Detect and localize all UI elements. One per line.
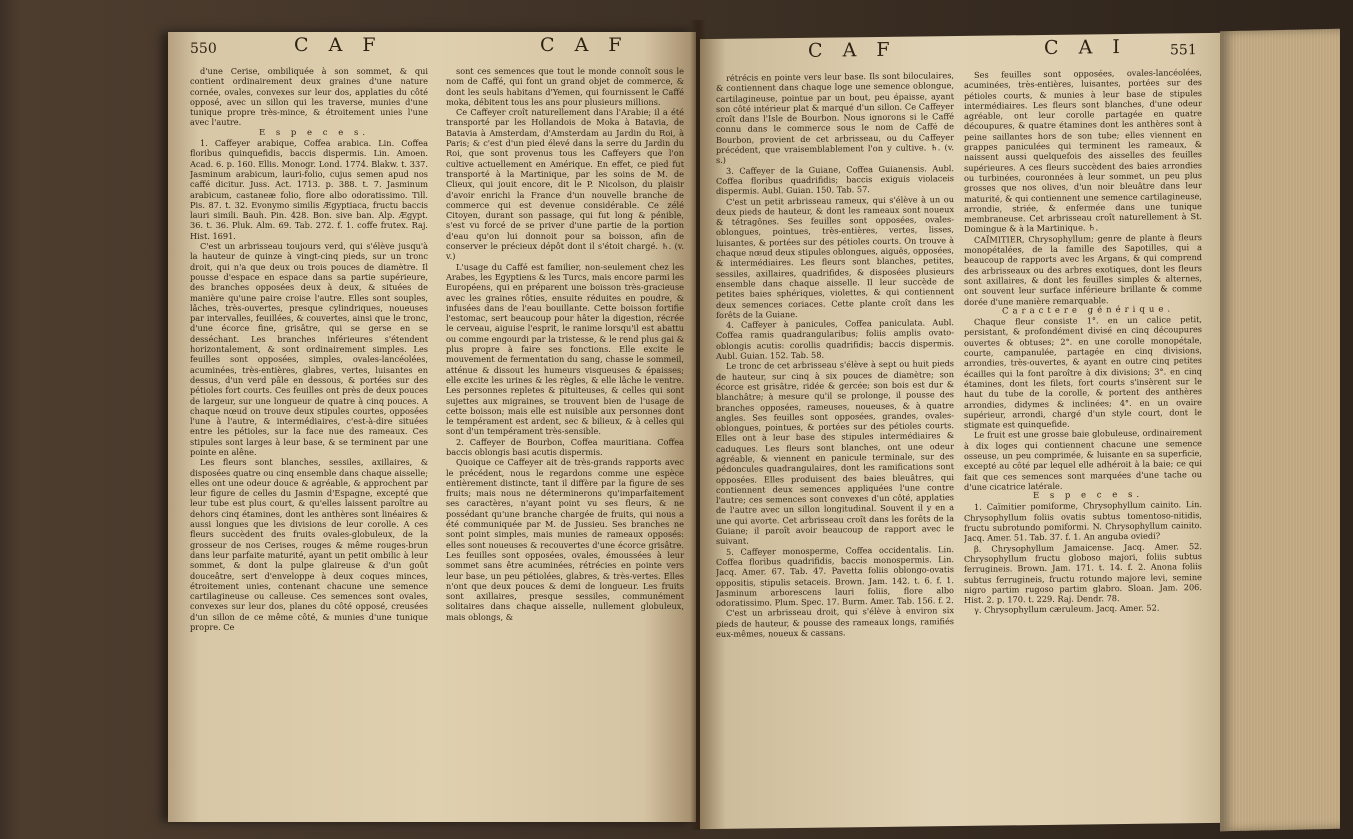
paragraph: rétrécis en pointe vers leur base. Ils sont biloculaires, & contiennent dans chaque loge une semence oblongue, cartilagineuse, pointue par un bout, peu épaisse, ayant son côté intérieur plat & marqué d'un sillon. Ce Caffeyer croît dans l'Isle de Bourbon. Nous ignorons si le Caffé connu dans le commerce sous le nom de Caffé de Bourbon, provient de cet arbrisseau, ou du Caffeyer précédent, que vraisemblablement l'on y cultive. ♄. (v. s.) <box>716 70 954 166</box>
right-column-2 <box>964 67 1202 816</box>
paragraph: sont ces semences que tout le monde connoît sous le nom de Caffé, qui font un grand objet de commerce, & dont les seuls habitans d'Yemen, qui fournissent le Caffé moka, débitent tous les ans pour plusieurs millions. <box>446 66 684 107</box>
paragraph: 1. Caïmitier pomiforme, Chrysophyllum cainito. Lin. Chrysophyllum foliis ovatis subtus tomentoso-nitidis, fructu subrotundo pomiformi. N. Chrysophyllum cainito. Jacq. Amer. 51. Tab. 37. f. 1. An anguba oviedi? <box>964 499 1202 544</box>
paragraph: Chaque fleur consiste 1°. en un calice petit, persistant, & profondément divisé en cinq découpures ouvertes & obtuses; 2°. en une corolle monopétale, courte, campanulée, partagée en cinq divisions, arrondies, très-ouvertes, & ayant en outre cinq petites écailles qui la font paroître à dix divisions; 3°. en cinq étamines, dont les filets, fort courts s'insèrent sur le haut du tube de la corolle, & portent des anthères arrondies, didymes & inclinées; 4°. en un ovaire supérieur, arrondi, chargé d'un style court, dont le stigmate est quinquefide. <box>964 314 1202 431</box>
left-page-header <box>168 34 696 64</box>
paragraph: Quoique ce Caffeyer ait de très-grands rapports avec le précédent, nous le regardons comme une espèce entièrement distincte, tant il diffère par la figure de ses fruits; mais nous ne déterminerons qu'imparfaitement ses caractères, n'ayant point vu ses fleurs, & ne possédant qu'une branche chargée de fruits, qui nous a été communiquée par M. de Jussieu. Ses branches ne sont point simples, mais munies de rameaux opposés: elles sont noueuses & recouvertes d'une écorce grisâtre. Les feuilles sont opposées, ovales, émoussées à leur sommet sans être acuminées, rétrécies en pointe vers leur base, un peu pétiolées, glabres, & très-vertes. Elles n'ont que deux pouces & demi de longueur. Les fruits sont axillaires, presque sessiles, communément solitaires dans chaque aisselle, nullement globuleux, mais oblongs, & <box>446 457 684 622</box>
left-column-2 <box>446 66 684 812</box>
paragraph: 5. Caffeyer monosperme, Coffea occidentalis. Lin. Coffea floribus quadrifidis, baccis monospermis. Lin. Jacq. Amer. 67. Tab. 47. Pavetta foliis oblongo-ovatis oppositis, stipulis setaceis. Brown. Jam. 142. t. 6. f. 1. Jasminum arborescens lauri foliis, flore albo odoratissimo. Plum. Spec. 17. Burm. Amer. Tab. 156. f. 2. <box>716 543 954 609</box>
left-column-1 <box>190 66 428 812</box>
paragraph: Ce Caffeyer croît naturellement dans l'Arabie; il a été transporté par les Hollandois de Moka à Batavia, de Batavia à Amsterdam, d'Amsterdam au Jardin du Roi, à Paris; & c'est d'un pied élevé dans la serre du Jardin du Roi, que sont provenus tous les Caffeyers que l'on cultive actuellement en Amérique. En effet, ce pied fut transporté à la Martinique, par les soins de M. de Clieux, qui jouit encore, dit le P. Nicolson, du plaisir d'avoir enrichi la France d'un nouvelle branche de commerce qui est devenue considérable. Ce zélé Citoyen, durant son passage, qui fut long & pénible, s'est vu forcé de se priver d'une partie de la portion d'eau qu'on lui donnoit pour sa boisson, afin de conserver le précieux dépôt dont il s'étoit chargé. ♄. (v. v.) <box>446 107 684 262</box>
paragraph: 3. Caffeyer de la Guiane, Coffea Guianensis. Aubl. Coffea floribus quadrifidis; baccis exiguis violaceis dispermis. Aubl. Guian. 150. Tab. 57. <box>716 162 954 197</box>
paragraph: L'usage du Caffé est familier, non-seulement chez les Arabes, les Egyptiens & les Turcs, mais encore parmi les Européens, qui en préparent une boisson très-gracieuse avec les graines rôties, ensuite réduites en poudre, & infusées dans de l'eau bouillante. Cette boisson fortifie l'estomac, sert beaucoup pour hâter la digestion, récrée le cerveau, aiguise l'esprit, le ranime lorsqu'il est abattu ou comme engourdi par la tristesse, & le rend plus gai & plus propre à faire ses fonctions. Elle excite le mouvement de fermentation du sang, chasse le sommeil, atténue & dissout les humeurs visqueuses & épaisses; elle excite les urines & les règles, & elle lâche le ventre. Les personnes repletes & pituiteuses, & celles qui sont sujettes aux migraines, se trouvent bien de l'usage de cette boisson; mais elle est nuisible aux personnes dont le tempérament est ardent, sec & bilieux, & à celles qui sont d'un tempérament très-sensible. <box>446 261 684 437</box>
left-running-head-col1: C A F <box>294 34 383 56</box>
paragraph: γ. Chrysophyllum cæruleum. Jacq. Amer. 52. <box>974 603 1160 616</box>
paragraph: β. Chrysophyllum Jamaicense. Jacq. Amer. 52. Chrysophyllum fructu globoso majori, foliis subtus ferrugineis. Brown. Jam. 171. t. 14. f. 2. Anona foliis subtus ferrugineis, fructu rotundo majore levi, semine nigro partim rugoso partim glabro. Sloan. Jam. 206. Hist. 2. p. 170. t. 229. Raj. Dendr. 78. <box>964 540 1202 606</box>
right-page-number: 551 <box>1170 42 1197 59</box>
paragraph: Les fleurs sont blanches, sessiles, axillaires, & disposées quatre ou cinq ensemble dans chaque aisselle; elles ont une odeur douce & agréable, & approchent par leur figure de celles du Jasmin d'Espagne, excepté que leur tube est plus court, & qu'elles laissent paroître au dehors cinq étamines, dont les anthères sont linéaires & aussi longues que les divisions de leur corolle. A ces fleurs succèdent des fruits ovales-globuleux, de la grosseur de nos Cerises, rouges & même rouges-brun dans leur parfaite maturité, ayant un petit ombilic à leur sommet, & dont la pulpe glaireuse & d'un goût douceâtre, sert d'enveloppe à deux coques minces, étroitement unies, contenant chacune une semence cartilagineuse ou calleuse. Ces semences sont ovales, convexes sur leur dos, planes du côté opposé, creusées d'un sillon de ce même côté, & munies d'une tunique propre. Ce <box>190 457 428 633</box>
paragraph: Le fruit est une grosse baie globuleuse, ordinairement à dix loges qui contiennent chacune une semence osseuse, un peu comprimée, & luisante en sa superficie, excepté au côté par lequel elle adhéroit à la baie; ce qui fait que ces semences sont marquées d'une tache ou d'une cicatrice latérale. <box>964 427 1202 492</box>
section-heading: E s p e c e s. <box>1032 489 1144 502</box>
paragraph: C'est un arbrisseau toujours verd, qui s'élève jusqu'à la hauteur de quinze à vingt-cinq pieds, sur un tronc droit, qui n'a que deux ou trois pouces de diamètre. Il pousse d'espace en espace dans sa partie supérieure, des branches opposées deux à deux, & situées de manière qu'une paire croise l'autre. Elles sont souples, lâches, très-ouvertes, presque cylindriques, noueuses par intervalles, feuillées, & couvertes, ainsi que le tronc, d'une écorce fine, grisâtre, qui se gerse en se desséchant. Les branches inférieures s'étendent horizontalement, & sont ordinairement simples. Les feuilles sont opposées, simples, ovales-lancéolées, acuminées, très-entières, glabres, vertes, luisantes en dessus, d'un verd pâle en dessous, & portées sur des pétioles fort courts. Ces feuilles ont près de deux pouces de largeur, sur une longueur de quatre à cinq pouces. A chaque nœud on trouve deux stipules courtes, opposées l'une à l'autre, & intermédiaires, c'est-à-dire situées entre les pétioles, sur la face nue des rameaux. Ces stipules sont larges à leur base, & se terminent par une pointe en alêne. <box>190 241 428 457</box>
paragraph: C'est un petit arbrisseau rameux, qui s'élève à un ou deux pieds de hauteur, & dont les rameaux sont noueux & tétragônes. Ses feuilles sont opposées, ovales-oblongues, pointues, très-entières, vertes, lisses, luisantes, & portées sur des pétioles courts. On trouve à chaque nœud deux stipules oblongues, aiguës, opposées, & intermédiaires. Les fleurs sont blanches, petites, sessiles, axillaires, quadrifides, & disposées plusieurs ensemble dans chaque aisselle. Il leur succède de petites baies sphériques, violettes, & qui contiennent deux semences coriaces. Cette plante croît dans les forêts de la Guiane. <box>716 193 954 320</box>
paragraph: 1. Caffeyer arabique, Coffea arabica. Lin. Coffea floribus quinquefidis, baccis dispermis. Lin. Amoen. Acad. 6. p. 160. Ellis. Monogr. Lond. 1774. Blakw. t. 337. Jasminum arabicum, lauri-folio, cujus semen apud nos caffé dicitur. Juss. Act. 1713. p. 388. t. 7. Jasminum arabicum, castaneæ folio, flore albo odoratissimo. Till. Pis. 87. t. 32. Evonymo similis Ægyptiaca, fructu baccis lauri simili. Bauh. Pin. 428. Bon. sive ban. Alp. Ægypt. 36. t. 36. Pluk. Alm. 69. Tab. 272. f. 1. coffe frutex. Raj. Hist. 1691. <box>190 138 428 241</box>
right-running-head-col1: C A F <box>808 38 897 62</box>
left-running-head-col2: C A F <box>540 34 629 56</box>
right-column-1 <box>716 70 954 819</box>
book-fore-edge <box>1220 29 1340 832</box>
right-page <box>700 33 1220 829</box>
paragraph: Le tronc de cet arbrisseau s'élève à sept ou huit pieds de hauteur, sur cinq à six pouces de diamètre; son écorce est grisâtre, ridée & gercée; son bois est dur & blanchâtre; à mesure qu'il se prolonge, il pousse des branches opposées, rameuses, noueuses, & à quatre angles. Ses feuilles sont opposées, grandes, ovales-oblongues, pointues, & portées sur des pétioles courts. Elles ont à leur base des stipules intermédiaires & caduques. Les fleurs sont blanches, ont une odeur agréable, & viennent en panicule terminale, sur des pédoncules quadrangulaires, dont les ramifications sont opposées. Elles produisent des baies bleuâtres, qui contiennent deux semences appliquées l'une contre l'autre; ces semences sont convexes d'un côté, applaties de l'autre avec un sillon longitudinal. Souvent il y en a une qui avorte. Cet arbrisseau croît dans les forêts de la Guiane; il paroît avoir beaucoup de rapport avec le suivant. <box>716 358 954 547</box>
paragraph: 2. Caffeyer de Bourbon, Coffea mauritiana. Coffea baccis oblongis basi acutis dispermis. <box>446 436 684 457</box>
paragraph: C'est un arbrisseau droit, qui s'élève à environ six pieds de hauteur, & pousse des rameaux longs, ramifiés eux-mêmes, noueux & cassans. <box>716 605 954 640</box>
paragraph: d'une Cerise, ombiliquée à son sommet, & qui contient ordinairement deux graines d'une nature cornée, ovales, convexes sur leur dos, applaties du côté opposé, avec un sillon qui les traverse, munies d'une tunique propre très-mince, & étroitement unies l'une avec l'autre. <box>190 66 428 128</box>
right-page-header <box>700 35 1220 71</box>
paragraph: CAÏMITIER, Chrysophyllum; genre de plante à fleurs monopétalées, de la famille des Sapotilles, qui a beaucoup de rapports avec les Argans, & qui comprend des arbrisseaux ou des arbres exotiques, dont les fleurs sont axillaires, & dont les feuilles simples & alternes, ont souvent leur surface inférieure brillante & comme dorée d'une manière remarquable. <box>964 231 1202 307</box>
paragraph: Ses feuilles sont opposées, ovales-lancéolées, acuminées, très-entières, luisantes, portées sur des pétioles courts, & munies à leur base de stipules intermédiaires. Les fleurs sont blanches, d'une odeur agréable, ont leur corolle partagée en quatre découpures, & quatre étamines dont les anthères sont à peine saillantes hors de son tube; elles viennent en grappes paniculées qui terminent les rameaux, & naissent aussi quelquefois des aisselles des feuilles supérieures. A ces fleurs succèdent des baies arrondies ou turbinées, couronnées à leur sommet, un peu plus grosses que nos olives, d'un noir bleuâtre dans leur maturité, & qui contiennent une semence cartilagineuse, arrondie, striée, & enfermée dans une tunique membraneuse. Cet arbrisseau croît naturellement à St. Domingue & à la Martinique. ♄. <box>964 67 1202 235</box>
left-page <box>168 32 696 822</box>
paragraph: 4. Caffeyer à panicules, Coffea paniculata. Aubl. Coffea ramis quadrangularibus; foliis amplis ovato-oblongis acutis: corollis quadrifidis; baccis dispermis. Aubl. Guian. 152. Tab. 58. <box>716 317 954 361</box>
section-heading: E s p e c e s. <box>258 127 370 138</box>
left-page-number: 550 <box>190 41 217 57</box>
section-heading: Caractere générique. <box>1001 304 1175 317</box>
right-running-head-col2: C A I <box>1044 35 1127 59</box>
